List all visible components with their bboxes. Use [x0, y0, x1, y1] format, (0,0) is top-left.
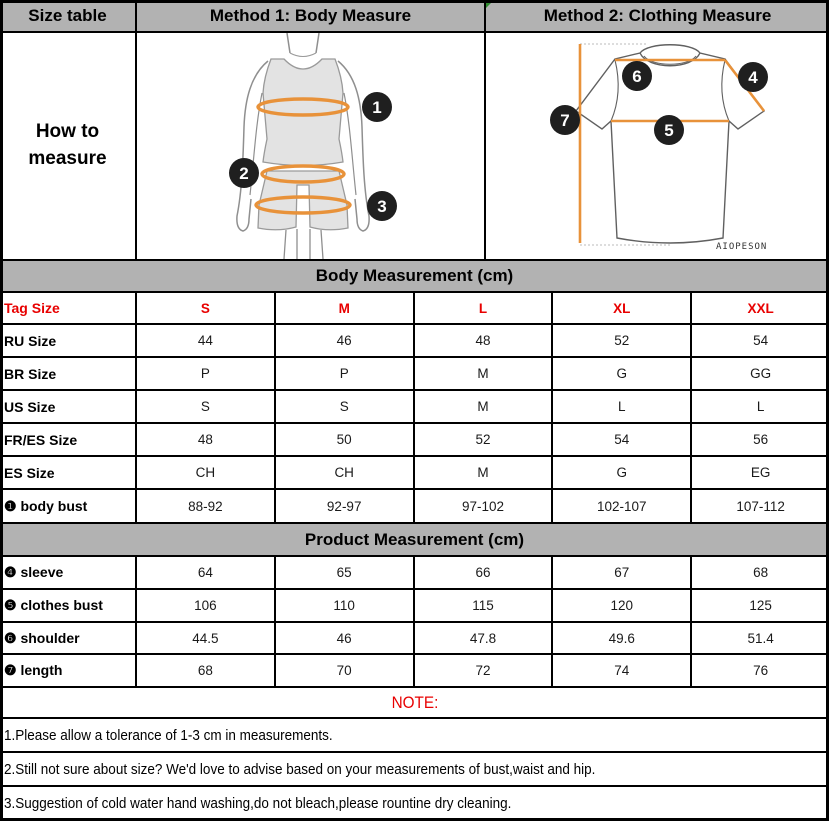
cell-value: L — [756, 399, 765, 414]
note-item-3 — [0, 787, 829, 821]
cell-value: 46 — [276, 325, 415, 356]
cell-value: 49.6 — [553, 623, 692, 653]
table-row-fres-size — [0, 424, 829, 457]
table-row-sleeve — [0, 557, 829, 590]
cell-value: EG — [750, 465, 771, 480]
cell-value: 47.8 — [415, 623, 554, 653]
clothing-measure-illustration — [486, 33, 829, 259]
tag-size-s: S — [137, 293, 276, 323]
note-text: 3.Suggestion of cold water hand washing,do not bleach,please rountine dry cleaning. — [4, 794, 512, 812]
tshirt-figure-icon — [486, 33, 829, 259]
body-figure-icon — [137, 33, 484, 259]
svg-text:7: 7 — [560, 111, 570, 130]
note-header — [0, 688, 829, 719]
cell-value: 110 — [276, 590, 415, 621]
method1-title: Method 1: Body Measure — [137, 0, 486, 31]
cell-value: M — [415, 457, 554, 488]
cell-value: 68 — [753, 565, 769, 580]
note-text: 2.Still not sure about size? We'd love to advise based on your measurements of bust,waist and hip. — [4, 760, 596, 778]
size-table-title: Size table — [0, 0, 137, 31]
brand-label: AIOPESON — [716, 242, 768, 252]
svg-text:1: 1 — [372, 98, 382, 117]
cell-value: P — [276, 358, 415, 389]
badge-clothes-bust — [654, 115, 684, 145]
note-item-1 — [0, 719, 829, 753]
cell-value: 92-97 — [276, 490, 415, 522]
row-label: ❹ sleeve — [0, 557, 137, 588]
green-corner-flag-icon — [486, 0, 494, 8]
cell-value: M — [415, 391, 554, 422]
row-label: ES Size — [0, 457, 137, 488]
how-to-measure-label — [0, 33, 137, 259]
cell-value: 88-92 — [137, 490, 276, 522]
cell-value: 68 — [137, 655, 276, 686]
cell-value: P — [137, 358, 276, 389]
how-to-line2: measure — [28, 148, 107, 169]
method2-title-text: Method 2: Clothing Measure — [543, 5, 772, 25]
table-row-length — [0, 655, 829, 688]
cell-value: 70 — [276, 655, 415, 686]
cell-value: 76 — [753, 663, 769, 678]
cell-value: M — [415, 358, 554, 389]
cell-value: 107-112 — [736, 498, 785, 514]
badge-sleeve — [738, 62, 768, 92]
product-measurement-header: Product Measurement (cm) — [0, 524, 829, 557]
svg-text:2: 2 — [239, 164, 249, 183]
table-row-shoulder — [0, 623, 829, 655]
cell-value: 106 — [137, 590, 276, 621]
badge-bust — [362, 92, 392, 122]
tag-size-label: Tag Size — [0, 293, 137, 323]
tag-size-row — [0, 293, 829, 325]
top-header-row — [0, 0, 829, 33]
note-text: 1.Please allow a tolerance of 1-3 cm in measurements. — [4, 726, 333, 744]
method2-title — [486, 0, 829, 31]
table-row-clothes-bust — [0, 590, 829, 623]
note-header-text: NOTE: — [391, 692, 438, 712]
row-label: ❺ clothes bust — [0, 590, 137, 621]
cell-value: GG — [750, 366, 772, 381]
table-row-br-size — [0, 358, 829, 391]
cell-value: 48 — [415, 325, 554, 356]
table-row-ru-size — [0, 325, 829, 358]
cell-value: 54 — [753, 333, 769, 348]
svg-text:3: 3 — [377, 197, 387, 216]
body-measure-illustration — [137, 33, 486, 259]
cell-value: 102-107 — [553, 490, 692, 522]
svg-text:5: 5 — [664, 121, 674, 140]
cell-value: 67 — [553, 557, 692, 588]
cell-value: 66 — [415, 557, 554, 588]
table-row-body-bust — [0, 490, 829, 524]
svg-text:6: 6 — [632, 67, 642, 86]
badge-hip — [367, 191, 397, 221]
cell-value: 74 — [553, 655, 692, 686]
cell-value: 46 — [276, 623, 415, 653]
cell-value: 52 — [553, 325, 692, 356]
svg-text:4: 4 — [748, 68, 758, 87]
cell-value: CH — [137, 457, 276, 488]
cell-value: 72 — [415, 655, 554, 686]
row-label: ❶ body bust — [0, 490, 137, 522]
row-label: RU Size — [0, 325, 137, 356]
badge-shoulder — [622, 61, 652, 91]
cell-value: G — [553, 358, 692, 389]
body-measurement-header: Body Measurement (cm) — [0, 261, 829, 293]
badge-waist — [229, 158, 259, 188]
cell-value: 44.5 — [137, 623, 276, 653]
row-label: ❼ length — [0, 655, 137, 686]
note-item-2 — [0, 753, 829, 787]
cell-value: 50 — [276, 424, 415, 455]
cell-value: G — [553, 457, 692, 488]
cell-value: 48 — [137, 424, 276, 455]
row-label: FR/ES Size — [0, 424, 137, 455]
cell-value: 64 — [137, 557, 276, 588]
row-label: BR Size — [0, 358, 137, 389]
cell-value: 65 — [276, 557, 415, 588]
how-to-line1: How to — [35, 121, 100, 143]
cell-value: 97-102 — [415, 490, 554, 522]
table-row-es-size — [0, 457, 829, 490]
cell-value: 125 — [749, 598, 772, 613]
tag-size-l: L — [415, 293, 554, 323]
how-to-measure-row — [0, 33, 829, 261]
cell-value: L — [553, 391, 692, 422]
cell-value: 120 — [553, 590, 692, 621]
badge-length — [550, 105, 580, 135]
cell-value: 52 — [415, 424, 554, 455]
cell-value: 56 — [753, 432, 769, 447]
row-label: ❻ shoulder — [0, 623, 137, 653]
tag-size-xl: XL — [553, 293, 692, 323]
tag-size-xxl: XXL — [747, 300, 774, 316]
cell-value: 54 — [553, 424, 692, 455]
cell-value: 44 — [137, 325, 276, 356]
cell-value: CH — [276, 457, 415, 488]
cell-value: S — [137, 391, 276, 422]
cell-value: 115 — [415, 590, 554, 621]
cell-value: S — [276, 391, 415, 422]
cell-value: 51.4 — [747, 630, 774, 646]
tag-size-m: M — [276, 293, 415, 323]
table-row-us-size — [0, 391, 829, 424]
row-label: US Size — [0, 391, 137, 422]
